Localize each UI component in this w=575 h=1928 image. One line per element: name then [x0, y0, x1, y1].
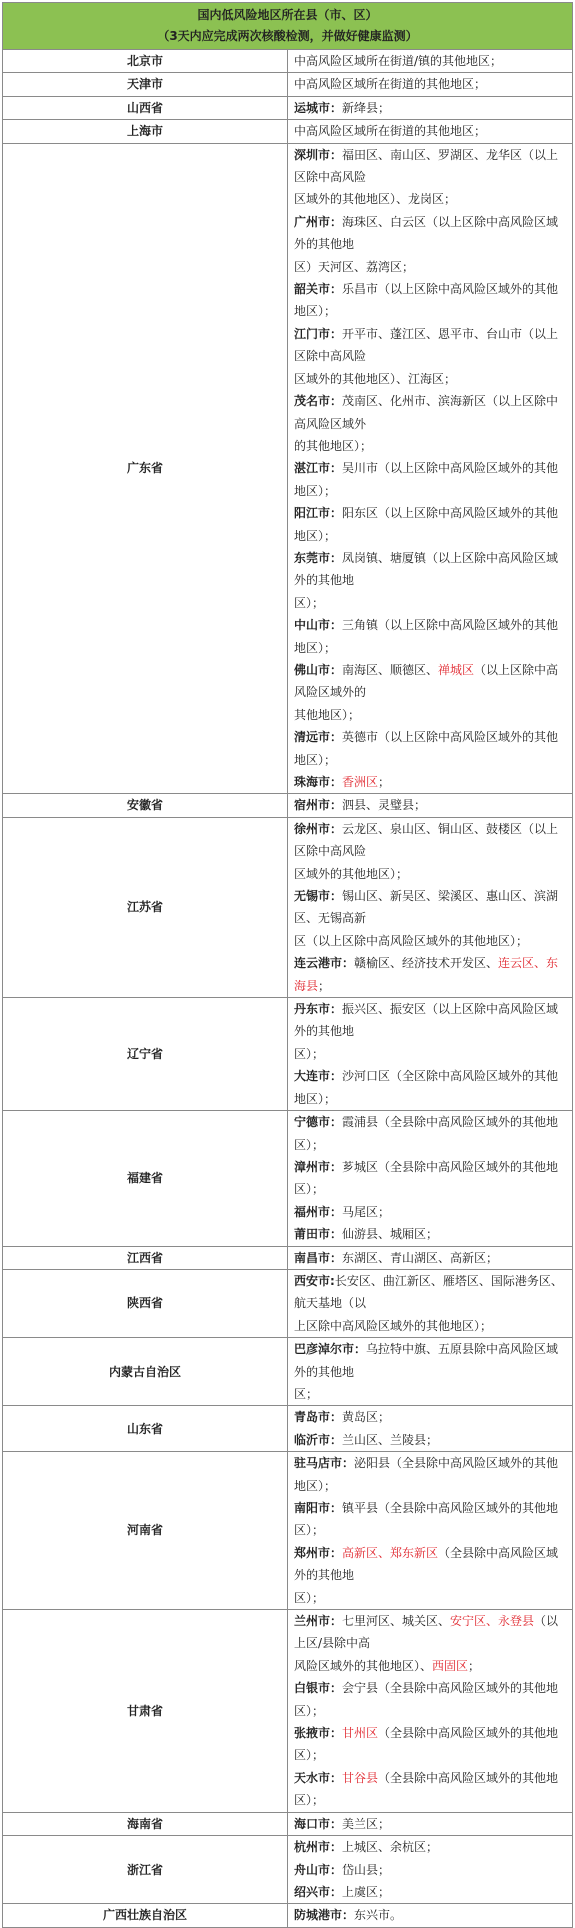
table-row: [3, 817, 573, 997]
city-label: 大连市：: [294, 1069, 343, 1084]
district-text: （全县除中高风险区域外的其他地区）；: [294, 1770, 559, 1808]
detail-line: [294, 1223, 568, 1245]
detail-line: [294, 726, 568, 771]
area-detail: [288, 50, 573, 73]
highlighted-district: 甘州区: [342, 1726, 379, 1741]
province-name: 山西省: [3, 96, 288, 119]
province-name: 甘肃省: [3, 1610, 288, 1813]
city-label: 西安市:: [294, 1273, 335, 1288]
district-text: （全县除中高风险区域外的其他地: [294, 1545, 559, 1583]
city-label: 防城港市：: [294, 1908, 355, 1923]
detail-line: [294, 1836, 568, 1858]
detail-line: [294, 1247, 568, 1269]
highlighted-district: 香洲区: [342, 775, 379, 789]
table-row: [3, 120, 573, 143]
detail-line: [294, 1406, 568, 1428]
highlighted-district: 安宁区、永登县: [450, 1614, 535, 1629]
city-label: 茂名市：: [294, 394, 343, 409]
detail-line: [294, 1429, 568, 1451]
district-text: 中高风险区域所在街道的其他地区；: [294, 77, 487, 92]
district-text: 新绛县；: [342, 100, 391, 115]
highlighted-district: 禅城区: [438, 662, 475, 677]
area-detail: [288, 1269, 573, 1337]
province-name: 天津市: [3, 73, 288, 96]
district-text: 区）；: [294, 1046, 325, 1061]
province-name: 河南省: [3, 1452, 288, 1610]
district-text: 锡山区、新吴区、梁溪区、惠山区、滨湖区、无锡高新: [294, 889, 559, 926]
table-row: [3, 1406, 573, 1452]
district-text: 区；: [294, 1386, 319, 1401]
table-row: [3, 1836, 573, 1904]
detail-line: [294, 1859, 568, 1881]
district-text: 美兰区；: [342, 1816, 391, 1831]
district-text: 上城区、余杭区；: [342, 1840, 439, 1855]
detail-line: [294, 771, 568, 793]
area-detail: [288, 1406, 573, 1452]
detail-line: [294, 659, 568, 704]
detail-line: [294, 614, 568, 659]
detail-line: [294, 256, 568, 278]
district-text: 区域外的其他地区）、江海区；: [294, 371, 457, 386]
detail-line: [294, 1610, 568, 1655]
area-detail: [288, 1904, 573, 1927]
province-name: 江西省: [3, 1246, 288, 1269]
detail-line: [294, 1452, 568, 1497]
district-text: 区）；: [294, 1590, 325, 1605]
district-text: 东湖区、青山湖区、高新区；: [342, 1250, 499, 1265]
detail-line: [294, 794, 568, 816]
area-detail: [288, 1610, 573, 1813]
city-label: 郑州市：: [294, 1545, 343, 1560]
detail-line: [294, 390, 568, 435]
detail-line: [294, 998, 568, 1043]
district-text: 芗城区（全县除中高风险区域外的其他地区）；: [294, 1159, 559, 1197]
detail-line: [294, 592, 568, 614]
district-text: 赣榆区、经济技术开发区、: [354, 956, 499, 971]
city-label: 东莞市：: [294, 550, 343, 565]
district-text: 马尾区；: [342, 1204, 391, 1219]
detail-line: [294, 930, 568, 952]
detail-line: [294, 818, 568, 863]
city-label: 临沂市：: [294, 1432, 343, 1447]
district-text: 沙河口区（全区除中高风险区域外的其他地区）；: [294, 1069, 559, 1106]
area-detail: [288, 817, 573, 997]
city-label: 丹东市：: [294, 1002, 343, 1017]
district-text: 东兴市。: [354, 1908, 403, 1923]
district-text: 的其他地区）；: [294, 438, 373, 453]
province-name: 山东省: [3, 1406, 288, 1452]
table-row: [3, 1904, 573, 1927]
detail-line: [294, 1722, 568, 1767]
district-text: 区）天河区、荔湾区；: [294, 259, 415, 274]
area-detail: [288, 1836, 573, 1904]
detail-line: [294, 1904, 568, 1926]
detail-line: [294, 1655, 568, 1677]
city-label: 清远市：: [294, 730, 343, 745]
highlighted-district: 连云区、东海县: [294, 956, 559, 993]
province-name: 浙江省: [3, 1836, 288, 1904]
city-label: 珠海市：: [294, 775, 343, 789]
district-text: 上虞区；: [342, 1884, 391, 1899]
district-text: 黄岛区；: [342, 1410, 391, 1425]
highlighted-district: 西固区: [432, 1658, 469, 1673]
detail-line: [294, 97, 568, 119]
city-label: 中山市：: [294, 618, 343, 633]
city-label: 徐州市：: [294, 821, 343, 836]
district-text: ；: [318, 978, 331, 993]
table-row: [3, 794, 573, 817]
district-text: 区（以上区除中高风险区域外的其他地区）；: [294, 933, 529, 948]
district-text: 七里河区、城关区、: [342, 1614, 451, 1629]
city-label: 绍兴市：: [294, 1884, 343, 1899]
city-label: 驻马店市：: [294, 1456, 355, 1471]
area-detail: [288, 1452, 573, 1610]
city-label: 天水市：: [294, 1770, 343, 1785]
district-text: 乌拉特中旗、五原县除中高风险区域外的其他地: [294, 1342, 559, 1379]
district-text: 风险区域外的其他地区）、: [294, 1658, 433, 1673]
city-label: 深圳市：: [294, 147, 343, 162]
district-text: ；: [378, 775, 391, 789]
table-row: [3, 1452, 573, 1610]
detail-line: [294, 1201, 568, 1223]
district-text: 长安区、曲江新区、雁塔区、国际港务区、航天基地（以: [294, 1273, 563, 1311]
district-text: （以上区/县除中高: [294, 1614, 559, 1651]
city-label: 杭州市：: [294, 1840, 343, 1855]
province-name: 江苏省: [3, 817, 288, 997]
detail-line: [294, 73, 568, 95]
city-label: 漳州市：: [294, 1159, 343, 1174]
detail-line: [294, 1043, 568, 1065]
detail-line: [294, 1587, 568, 1609]
risk-area-table: [2, 2, 573, 1928]
district-text: ；: [468, 1658, 481, 1673]
city-label: 无锡市：: [294, 889, 343, 904]
district-text: 泗县、灵璧县；: [342, 798, 427, 813]
table-row: [3, 1269, 573, 1337]
city-label: 韶关市：: [294, 282, 343, 297]
detail-line: [294, 1383, 568, 1405]
table-header: [3, 3, 573, 50]
detail-line: [294, 120, 568, 142]
detail-line: [294, 1677, 568, 1722]
table-row: [3, 1111, 573, 1246]
province-name: 海南省: [3, 1812, 288, 1835]
city-label: 运城市：: [294, 100, 343, 115]
table-row: [3, 96, 573, 119]
detail-line: [294, 1065, 568, 1110]
district-text: 岱山县；: [342, 1862, 391, 1877]
district-text: （全县除中高风险区域外的其他地区）；: [294, 1726, 559, 1763]
detail-line: [294, 1542, 568, 1587]
city-label: 佛山市：: [294, 662, 343, 677]
district-text: 福田区、南山区、罗湖区、龙华区（以上区除中高风险: [294, 147, 559, 185]
table-body: [3, 50, 573, 1928]
area-detail: [288, 998, 573, 1111]
table-row: [3, 1246, 573, 1269]
district-text: 其他地区）；: [294, 707, 361, 722]
district-text: 中高风险区域所在街道的其他地区；: [294, 124, 487, 139]
city-label: 阳江市：: [294, 506, 343, 521]
table-subtitle: （3天内应完成两次核酸检测，并做好健康监测）: [157, 29, 418, 43]
detail-line: [294, 1767, 568, 1812]
table-row: [3, 143, 573, 794]
highlighted-district: 高新区、郑东新区: [342, 1545, 439, 1560]
province-name: 广东省: [3, 143, 288, 794]
detail-line: [294, 1315, 568, 1337]
detail-line: [294, 1270, 568, 1315]
district-text: 区）；: [294, 595, 325, 610]
district-text: 中高风险区域所在街道/镇的其他地区；: [294, 54, 503, 68]
district-text: 兰山区、兰陵县；: [342, 1432, 439, 1447]
province-name: 安徽省: [3, 794, 288, 817]
district-text: 三角镇（以上区除中高风险区域外的其他地区）；: [294, 618, 559, 655]
district-text: 开平市、蓬江区、恩平市、台山市（以上区除中高风险: [294, 326, 559, 364]
detail-line: [294, 188, 568, 210]
detail-line: [294, 1813, 568, 1835]
table-row: [3, 73, 573, 96]
detail-line: [294, 704, 568, 726]
area-detail: [288, 1338, 573, 1406]
district-text: 会宁县（全县除中高风险区域外的其他地区）；: [294, 1681, 559, 1718]
province-name: 辽宁省: [3, 998, 288, 1111]
district-text: 乐昌市（以上区除中高风险区域外的其他地区）；: [294, 282, 559, 319]
city-label: 广州市：: [294, 214, 343, 229]
city-label: 南阳市：: [294, 1501, 343, 1515]
city-label: 兰州市：: [294, 1614, 343, 1629]
district-text: 云龙区、泉山区、铜山区、鼓楼区（以上区除中高风险: [294, 821, 559, 859]
detail-line: [294, 368, 568, 390]
city-label: 青岛市：: [294, 1410, 343, 1425]
district-text: 海珠区、白云区（以上区除中高风险区域外的其他地: [294, 214, 559, 252]
district-text: 南海区、顺德区、: [342, 662, 439, 677]
area-detail: [288, 96, 573, 119]
detail-line: [294, 952, 568, 997]
area-detail: [288, 1246, 573, 1269]
detail-line: [294, 1881, 568, 1903]
detail-line: [294, 50, 568, 72]
district-text: 霞浦县（全县除中高风险区域外的其他地区）；: [294, 1115, 559, 1152]
detail-line: [294, 278, 568, 323]
table-row: [3, 1610, 573, 1813]
city-label: 宿州市：: [294, 798, 343, 813]
detail-line: [294, 885, 568, 930]
district-text: 镇平县（全县除中高风险区域外的其他地区）；: [294, 1501, 559, 1538]
risk-area-document: [2, 2, 573, 1928]
city-label: 江门市：: [294, 326, 343, 341]
city-label: 舟山市：: [294, 1862, 343, 1877]
area-detail: [288, 794, 573, 817]
city-label: 张掖市：: [294, 1726, 343, 1741]
area-detail: [288, 73, 573, 96]
district-text: 区域外的其他地区）；: [294, 866, 409, 881]
province-name: 内蒙古自治区: [3, 1338, 288, 1406]
city-label: 湛江市：: [294, 461, 343, 476]
district-text: 仙游县、城厢区；: [342, 1227, 439, 1242]
district-text: 茂南区、化州市、滨海新区（以上区除中高风险区域外: [294, 394, 559, 431]
detail-line: [294, 502, 568, 547]
city-label: 宁德市：: [294, 1115, 343, 1130]
table-row: [3, 50, 573, 73]
table-row: [3, 1812, 573, 1835]
detail-line: [294, 547, 568, 592]
area-detail: [288, 1111, 573, 1246]
district-text: 泌阳县（全县除中高风险区域外的其他地区）；: [294, 1456, 559, 1493]
district-text: （以上区除中高风险区域外的: [294, 662, 559, 700]
detail-line: [294, 211, 568, 256]
detail-line: [294, 144, 568, 189]
area-detail: [288, 120, 573, 143]
city-label: 海口市：: [294, 1816, 343, 1831]
district-text: 振兴区、振安区（以上区除中高风险区域外的其他地: [294, 1002, 559, 1039]
detail-line: [294, 323, 568, 368]
highlighted-district: 甘谷县: [342, 1770, 379, 1785]
detail-line: [294, 863, 568, 885]
district-text: 上区除中高风险区域外的其他地区）；: [294, 1318, 493, 1333]
city-label: 莆田市：: [294, 1227, 343, 1242]
district-text: 吴川市（以上区除中高风险区域外的其他地区）；: [294, 461, 559, 498]
detail-line: [294, 435, 568, 457]
table-row: [3, 998, 573, 1111]
area-detail: [288, 1812, 573, 1835]
area-detail: [288, 143, 573, 794]
district-text: 英德市（以上区除中高风险区域外的其他地区）；: [294, 730, 559, 767]
city-label: 南昌市：: [294, 1250, 343, 1265]
city-label: 连云港市：: [294, 956, 355, 971]
city-label: 巴彦淖尔市：: [294, 1342, 367, 1357]
table-row: [3, 1338, 573, 1406]
table-header-row: [3, 3, 573, 50]
province-name: 广西壮族自治区: [3, 1904, 288, 1927]
detail-line: [294, 1338, 568, 1383]
province-name: 福建省: [3, 1111, 288, 1246]
detail-line: [294, 1111, 568, 1156]
detail-line: [294, 1497, 568, 1542]
district-text: 阳东区（以上区除中高风险区域外的其他地区）；: [294, 506, 559, 543]
province-name: 北京市: [3, 50, 288, 73]
table-title: 国内低风险地区所在县（市、区）: [197, 8, 378, 22]
province-name: 上海市: [3, 120, 288, 143]
detail-line: [294, 1156, 568, 1201]
district-text: 凤岗镇、塘厦镇（以上区除中高风险区域外的其他地: [294, 550, 559, 588]
city-label: 福州市：: [294, 1204, 343, 1219]
district-text: 区域外的其他地区）、龙岗区；: [294, 192, 457, 207]
detail-line: [294, 457, 568, 502]
city-label: 白银市：: [294, 1681, 343, 1696]
province-name: 陕西省: [3, 1269, 288, 1337]
